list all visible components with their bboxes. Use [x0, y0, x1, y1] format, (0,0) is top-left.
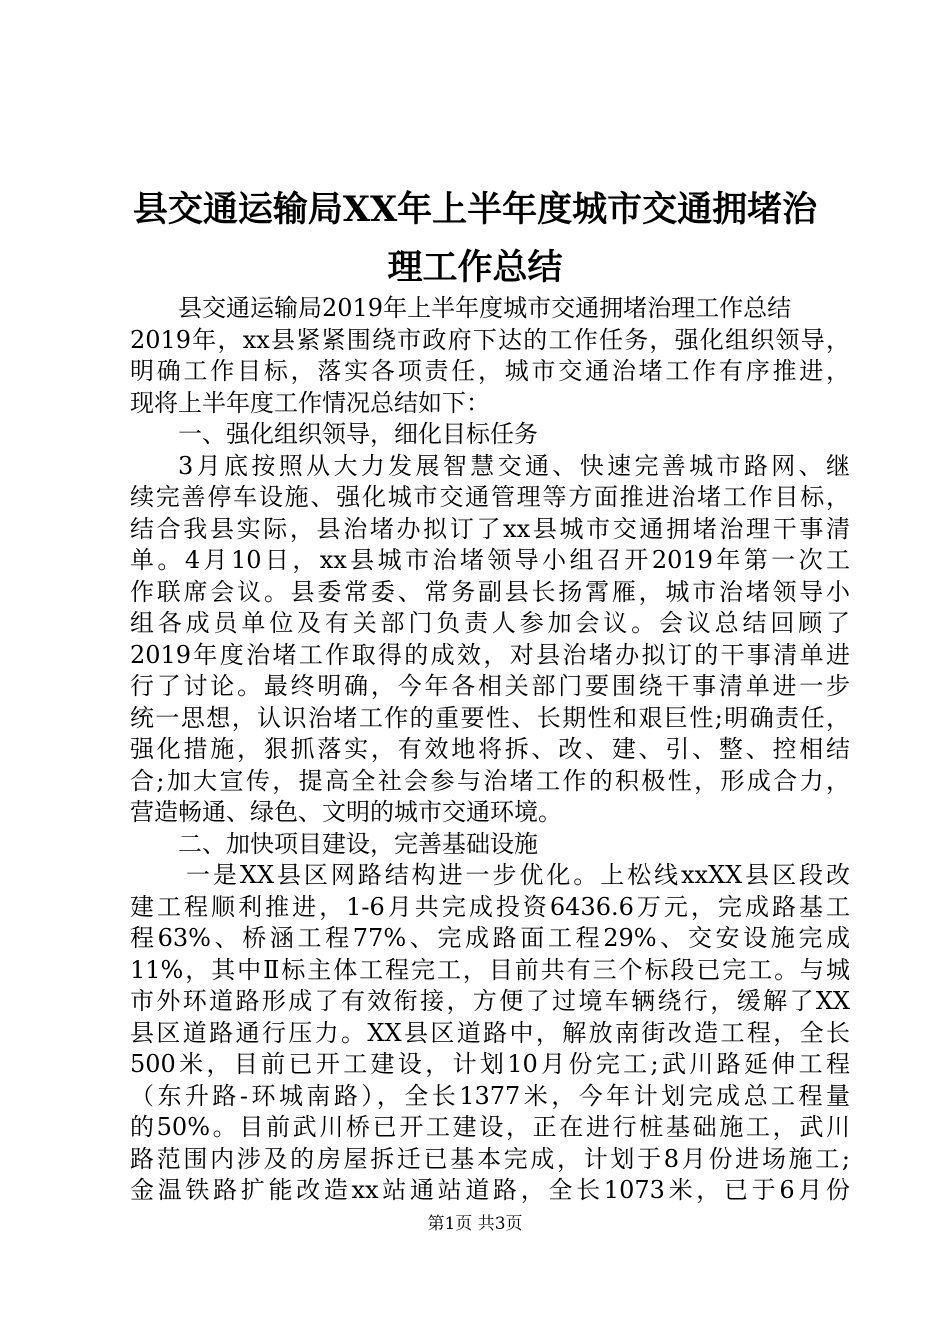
- page-number-footer: 第1页 共3页: [427, 1214, 523, 1234]
- body-line: 2019年度治堵工作取得的成效，对县治堵办拟订的干事清单进: [130, 640, 850, 669]
- body-line: 一是XX县区网路结构进一步优化。上松线xxXX县区段改: [186, 861, 850, 889]
- body-line: 县交通运输局2019年上半年度城市交通拥堵治理工作总结: [178, 294, 792, 322]
- body-line: 金温铁路扩能改造xx站通站道路，全长1073米，已于6月份: [130, 1176, 850, 1204]
- body-line: 500米，目前已开工建设，计划10月份完工;武川路延伸工程: [130, 1050, 850, 1078]
- body-line: 强化措施，狠抓落实，有效地将拆、改、建、引、整、控相结: [130, 735, 850, 763]
- body-line: 2019年，xx县紧紧围绕市政府下达的工作任务，强化组织领导，: [130, 325, 850, 354]
- body-line: 营造畅通、绿色、文明的城市交通环境。: [130, 798, 562, 826]
- body-line: 行了讨论。最终明确，今年各相关部门要围绕干事清单进一步: [130, 672, 850, 700]
- document-title-line-1: 县交通运输局XX年上半年度城市交通拥堵治: [132, 189, 818, 230]
- body-line: （东升路-环城南路），全长1377米，今年计划完成总工程量: [130, 1081, 850, 1110]
- body-line: 3月底按照从大力发展智慧交通、快速完善城市路网、继: [178, 451, 850, 480]
- body-line: 合;加大宣传，提高全社会参与治堵工作的积极性，形成合力，: [130, 766, 850, 795]
- body-line: 续完善停车设施、强化城市交通管理等方面推进治堵工作目标，: [130, 483, 850, 511]
- body-line: 现将上半年度工作情况总结如下：: [130, 388, 490, 417]
- body-line: 作联席会议。县委常委、常务副县长扬霄雁，城市治堵领导小: [130, 577, 850, 606]
- body-line: 统一思想，认识治堵工作的重要性、长期性和艰巨性;明确责任，: [130, 703, 850, 732]
- body-line: 组各成员单位及有关部门负责人参加会议。会议总结回顾了: [130, 609, 850, 637]
- body-line: 市外环道路形成了有效衔接，方便了过境车辆绕行，缓解了XX: [130, 987, 850, 1015]
- body-line: 县区道路通行压力。XX县区道路中，解放南街改造工程，全长: [130, 1018, 850, 1047]
- body-line: 结合我县实际，县治堵办拟订了xx县城市交通拥堵治理干事清: [130, 514, 850, 543]
- section-heading: 一、强化组织领导，细化目标任务: [178, 420, 538, 448]
- body-line: 明确工作目标，落实各项责任，城市交通治堵工作有序推进，: [130, 357, 850, 385]
- body-line: 11%，其中Ⅱ标主体工程完工，目前共有三个标段已完工。与城: [130, 955, 850, 984]
- document-body: [130, 293, 850, 1207]
- body-line: 单。4月10日，xx县城市治堵领导小组召开2019年第一次工: [130, 546, 850, 574]
- document-title-line-2: 理工作总结: [387, 247, 563, 288]
- body-line: 程63%、桥涵工程77%、完成路面工程29%、交安设施完成: [130, 924, 850, 952]
- section-heading: 二、加快项目建设，完善基础设施: [178, 829, 538, 858]
- body-line: 的50%。目前武川桥已开工建设，正在进行桩基础施工，武川: [130, 1113, 850, 1141]
- body-line: 建工程顺利推进，1-6月共完成投资6436.6万元，完成路基工: [130, 892, 850, 921]
- body-line: 路范围内涉及的房屋拆迁已基本完成，计划于8月份进场施工;: [130, 1144, 850, 1173]
